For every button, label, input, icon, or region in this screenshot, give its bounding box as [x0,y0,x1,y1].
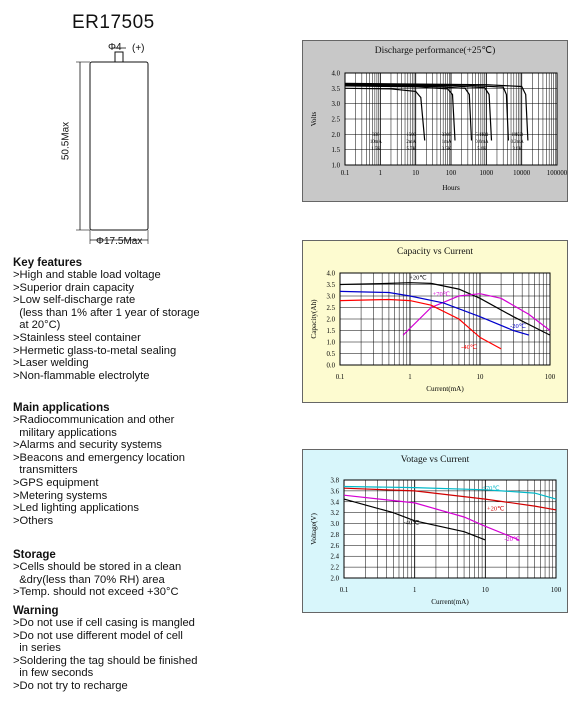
voltage-vs-current-panel [302,449,568,613]
y-tick-label: 2.5 [331,116,340,124]
y-tick-label: 3.5 [331,85,340,93]
y-tick-label: 2.0 [326,316,335,324]
x-tick-label: 10 [481,587,489,594]
x-axis-label: Hours [442,184,460,192]
list-item: >Temp. should not exceed +30°C [13,586,179,599]
section-heading-key-features: Key features [13,257,83,269]
annotation-label: 1.5K [371,146,381,152]
y-tick-label: 1.0 [331,162,340,170]
list-item: >Do not try to recharge [13,679,128,692]
series-label: +70℃ [432,291,451,298]
list-item: (less than 1% after 1 year of storage [13,306,200,319]
y-tick-label: 4.0 [326,270,335,278]
annotation-label: 3.6K [512,146,522,152]
series-label: -20℃ [504,535,521,543]
list-item: in series [13,642,61,655]
list-item: >Soldering the tag should be finished [13,654,198,667]
annotation-label: 1mA [441,139,452,145]
x-axis-label: Current(mA) [431,598,469,606]
list-item: >Non-flammable electrolyte [13,369,150,382]
y-tick-label: 2.5 [326,305,335,312]
y-tick-label: 2.0 [331,131,340,139]
list-item: at 20°C) [13,319,61,332]
y-tick-label: 3.6 [330,488,339,496]
list-item: >Low self-discharge rate [13,294,136,307]
y-tick-label: 3.5 [326,282,335,289]
y-tick-label: 2.4 [330,553,339,561]
x-tick-label: 100000 [546,170,567,177]
annotation-label: 5.6K [477,146,487,152]
discharge-performance-panel [302,40,568,202]
x-axis-label: Current(mA) [426,385,464,393]
x-tick-label: 10 [476,374,484,381]
features-section [13,257,200,382]
list-item: transmitters [13,464,78,477]
y-tick-label: 3.2 [330,510,339,518]
list-item: >Laser welding [13,357,89,370]
applications-list [13,414,185,527]
y-tick-label: 2.2 [330,564,339,572]
annotation-label: 18KΩ [511,132,524,138]
y-tick-label: 3.4 [330,499,339,507]
list-item: >Hermetic glass-to-metal sealing [13,344,177,357]
warning-section [13,605,197,693]
series-label: +20℃ [409,274,427,282]
capacity-vs-current-panel [302,240,568,403]
annotation-label: 1500 [406,132,416,138]
annotation-label: 0.2mA [510,139,524,145]
key-features-list [13,269,200,382]
battery-dimension-drawing [54,38,184,250]
diameter-label: Φ17.5Max [96,236,143,247]
y-tick-label: 1.0 [326,339,335,347]
y-tick-label: 1.5 [331,147,340,155]
y-tick-label: 0.5 [326,351,335,358]
x-tick-label: 1 [412,587,417,594]
series-label: -20℃ [510,323,527,331]
applications-section [13,402,185,527]
annotation-label: 3.5K [441,146,452,152]
section-heading-warning: Warning [13,605,59,617]
list-item: >Do not use if cell casing is mangled [13,617,195,629]
tab-diameter-label: Φ4 [108,42,122,53]
list-item: >Radiocommunication and other [13,414,175,426]
y-tick-label: 3.8 [330,477,339,485]
list-item: >Metering systems [13,489,108,502]
list-item: >Cells should be stored in a clean [13,561,182,573]
annotation-label: 5.1KΩ [475,132,489,138]
product-model-title: ER17505 [72,12,155,33]
list-item: >Superior drain capacity [13,281,134,294]
list-item: in few seconds [13,667,94,680]
y-axis-label: Capacity(Ah) [310,299,318,339]
annotation-label: 330 [372,132,380,138]
capacity-vs-current-chart [303,241,567,402]
series-label: +20℃ [486,505,505,513]
voltage-vs-current-chart [303,450,567,612]
list-item: >GPS equipment [13,476,99,489]
y-tick-label: 0.0 [326,362,335,370]
y-tick-label: 3.0 [331,101,340,109]
chart-title: Capacity vs Current [397,247,473,257]
x-tick-label: 100 [544,374,556,381]
y-tick-label: 2.6 [330,542,339,550]
annotation-label: 10mA [369,139,382,145]
list-item: >High and stable load voltage [13,269,161,281]
storage-section [13,549,181,599]
section-heading-storage: Storage [13,549,56,561]
list-item: >Stainless steel container [13,331,141,344]
x-tick-label: 1000 [479,170,494,177]
chart-title: Votage vs Current [400,455,470,465]
y-axis-label: Voltage(V) [310,513,318,545]
x-tick-label: 0.1 [339,587,349,594]
y-tick-label: 4.0 [331,70,340,78]
x-tick-label: 0.1 [335,374,345,381]
polarity-label: (+) [132,43,145,54]
x-tick-label: 100 [550,587,562,594]
x-tick-label: 0.1 [340,170,350,177]
annotation-label: 2mA [406,139,416,145]
series-label: -40℃ [461,343,478,351]
storage-list [13,561,181,599]
list-item: >Led lighting applications [13,502,139,515]
warning-list [13,617,197,693]
height-label: 50.5Max [60,121,72,161]
x-tick-label: 1 [408,374,412,381]
y-tick-label: 1.5 [326,328,335,335]
chart-title: Discharge performance(+25℃) [374,46,496,56]
annotation-label: 0.6mA [475,139,489,145]
list-item: >Do not use different model of cell [13,629,183,642]
list-item: military applications [13,426,117,439]
list-item: &dry(less than 70% RH) area [13,573,165,586]
y-tick-label: 3.0 [330,521,339,529]
battery-body [90,62,148,230]
list-item: >Others [13,514,54,527]
y-tick-label: 2.0 [330,575,339,583]
x-tick-label: 10000 [513,170,531,177]
battery-tab [115,52,123,62]
list-item: >Alarms and security systems [13,439,162,452]
y-tick-label: 2.8 [330,531,339,539]
y-tick-label: 3.0 [326,293,335,301]
annotation-label: 3300 [441,132,452,138]
x-tick-label: 1 [378,170,383,177]
discharge-performance-chart [303,41,567,201]
x-tick-label: 10 [412,170,420,177]
series-label: -40℃ [403,519,420,527]
list-item: >Beacons and emergency location [13,451,185,464]
section-heading-main-applications: Main applications [13,402,110,414]
annotation-label: 5.7K [406,146,416,152]
y-axis-label: Volts [310,111,318,127]
x-tick-label: 100 [445,170,457,177]
series-label: +70℃ [482,484,500,492]
